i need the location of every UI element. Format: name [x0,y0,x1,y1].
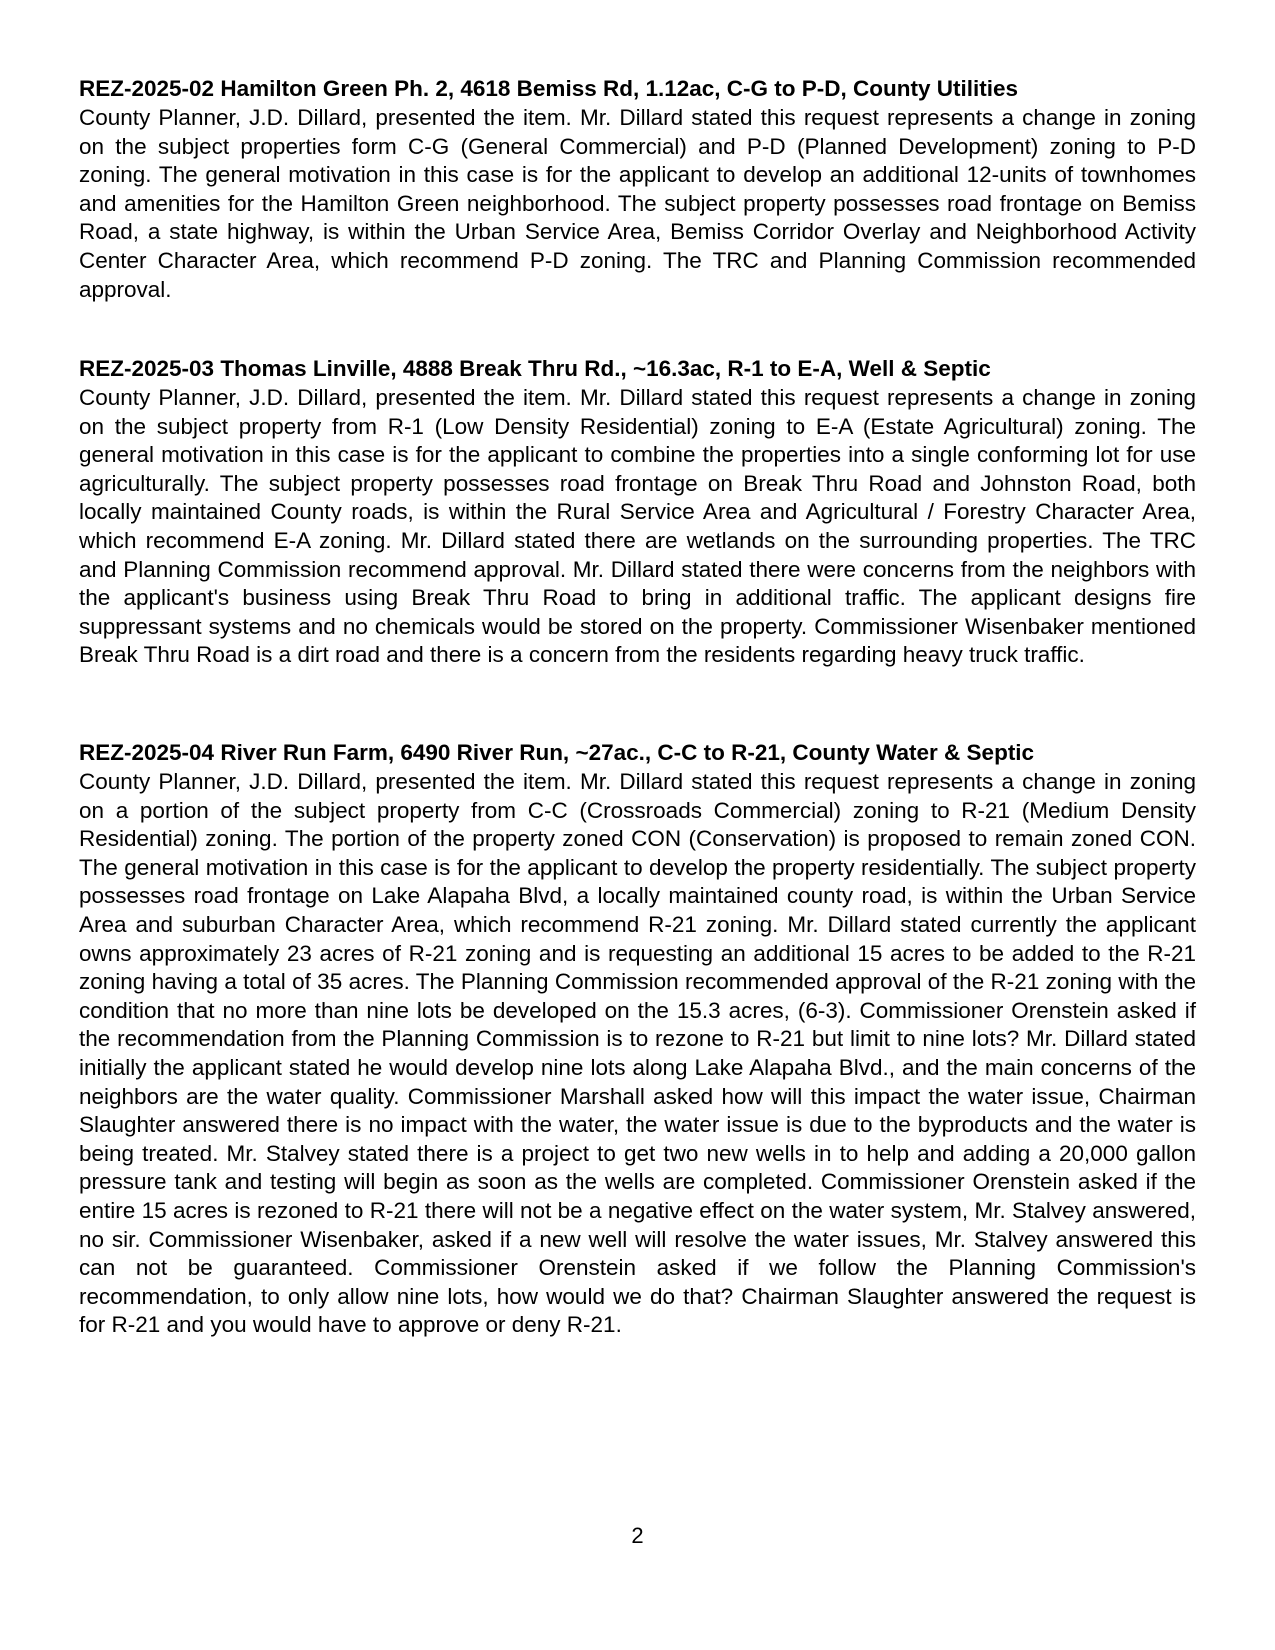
agenda-item-heading: REZ-2025-03 Thomas Linville, 4888 Break Thru Rd., ~16.3ac, R-1 to E-A, Well & Septic [79,356,991,381]
page-number: 2 [631,1523,644,1548]
agenda-item-body: County Planner, J.D. Dillard, presented the item. Mr. Dillard stated this request represents a change in zoning on the subject properties form C-G (General Commercial) and P-D (Planned Development) zoning to P-D zoning. The general motivation in this case is for the applicant to develop an additional 12-units of townhomes and amenities for the Hamilton Green neighborhood. The subject property possesses road frontage on Bemiss Road, a state highway, is within the Urban Service Area, Bemiss Corridor Overlay and Neighborhood Activity Center Character Area, which recommend P-D zoning. The TRC and Planning Commission recommended approval. [79,105,1196,302]
agenda-item-rez-2025-02 [79,74,1196,304]
agenda-item-body: County Planner, J.D. Dillard, presented the item. Mr. Dillard stated this request represents a change in zoning on a portion of the subject property from C-C (Crossroads Commercial) zoning to R-21 (Medium Density Residential) zoning. The portion of the property zoned CON (Conservation) is proposed to remain zoned CON. The general motivation in this case is for the applicant to develop the property residentially. The subject property possesses road frontage on Lake Alapaha Blvd, a locally maintained county road, is within the Urban Service Area and suburban Character Area, which recommend R-21 zoning. Mr. Dillard stated currently the applicant owns approximately 23 acres of R-21 zoning and is requesting an additional 15 acres to be added to the R-21 zoning having a total of 35 acres. The Planning Commission recommended approval of the R-21 zoning with the condition that no more than nine lots be developed on the 15.3 acres, (6-3). Commissioner Orenstein asked if the recommendation from the Planning Commission is to rezone to R-21 but limit to nine lots? Mr. Dillard stated initially the applicant stated he would develop nine lots along Lake Alapaha Blvd., and the main concerns of the neighbors are the water quality. Commissioner Marshall asked how will this impact the water issue, Chairman Slaughter answered there is no impact with the water, the water issue is due to the byproducts and the water is being treated. Mr. Stalvey stated there is a project to get two new wells in to help and adding a 20,000 gallon pressure tank and testing will begin as soon as the wells are completed. Commissioner Orenstein asked if the entire 15 acres is rezoned to R-21 there will not be a negative effect on the water system, Mr. Stalvey answered, no sir. Commissioner Wisenbaker, asked if a new well will resolve the water issues, Mr. Stalvey answered this can not be guaranteed. Commissioner Orenstein asked if we follow the Planning Commission's recommendation, to only allow nine lots, how would we do that? Chairman Slaughter answered the request is for R-21 and you would have to approve or deny R-21. [79,769,1196,1338]
agenda-item-heading: REZ-2025-02 Hamilton Green Ph. 2, 4618 Bemiss Rd, 1.12ac, C-G to P-D, County Utilities [79,76,1019,101]
agenda-item-rez-2025-04 [79,738,1196,1340]
agenda-item-heading: REZ-2025-04 River Run Farm, 6490 River Run, ~27ac., C-C to R-21, County Water & Septic [79,740,1035,765]
agenda-item-body: County Planner, J.D. Dillard, presented the item. Mr. Dillard stated this request represents a change in zoning on the subject property from R-1 (Low Density Residential) zoning to E-A (Estate Agricultural) zoning. The general motivation in this case is for the applicant to combine the properties into a single conforming lot for use agriculturally. The subject property possesses road frontage on Break Thru Road and Johnston Road, both locally maintained County roads, is within the Rural Service Area and Agricultural / Forestry Character Area, which recommend E-A zoning. Mr. Dillard stated there are wetlands on the surrounding properties. The TRC and Planning Commission recommend approval. Mr. Dillard stated there were concerns from the neighbors with the applicant's business using Break Thru Road to bring in additional traffic. The applicant designs fire suppressant systems and no chemicals would be stored on the property. Commissioner Wisenbaker mentioned Break Thru Road is a dirt road and there is a concern from the residents regarding heavy truck traffic. [79,385,1196,668]
agenda-item-rez-2025-03 [79,354,1196,670]
